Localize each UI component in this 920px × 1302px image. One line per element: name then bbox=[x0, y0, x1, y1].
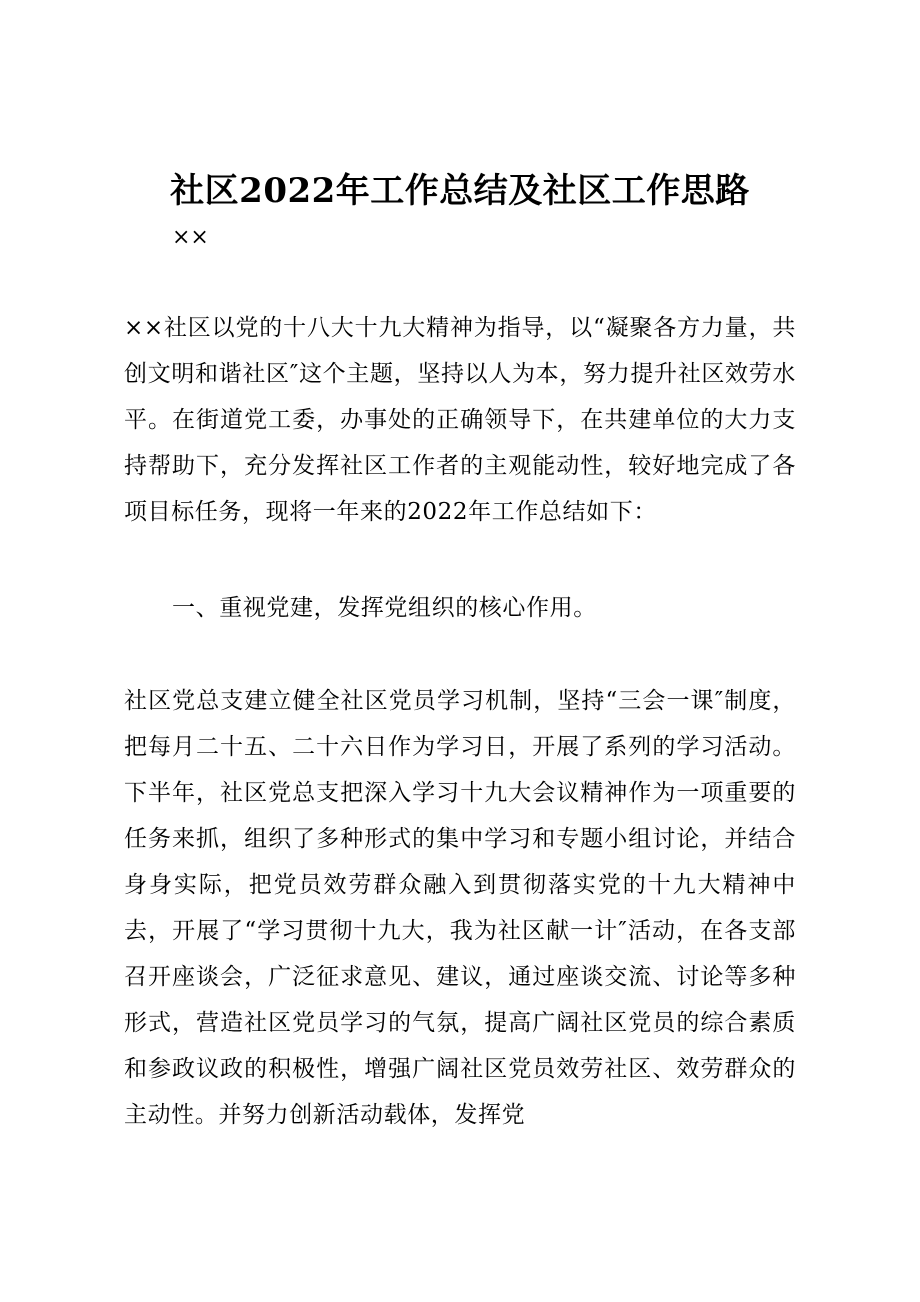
intro-paragraph: ××社区以党的十八大十九大精神为指导，以“凝聚各方力量，共创文明和谐社区″这个主题，坚持以人为本，努力提升社区效劳水平。在街道党工委，办事处的正确领导下，在共建单位的大力支持帮助下，充分发挥社区工作者的主观能动性，较好地完成了各项目标任务，现将一年来的2022年工作总结如下： bbox=[124, 315, 796, 525]
body-paragraph: 社区党总支建立健全社区党员学习机制，坚持“三会一课″制度，把每月二十五、二十六日作为学习日，开展了系列的学习活动。下半年，社区党总支把深入学习十九大会议精神作为一项重要的任务来抓，组织了多种形式的集中学习和专题小组讨论，并结合身身实际，把党员效劳群众融入到贯彻落实党的十九大精神中去，开展了“学习贯彻十九大，我为社区献一计″活动，在各支部召开座谈会，广泛征求意见、建议，通过座谈交流、讨论等多种形式，营造社区党员学习的气氛，提高广阔社区党员的综合素质和参政议政的积极性，增强广阔社区党员效劳社区、效劳群众的主动性。并努力创新活动载体，发挥党 bbox=[124, 688, 796, 1128]
section-heading: 一、重视党建，发挥党组织的核心作用。 bbox=[172, 595, 597, 621]
document-author: ×× bbox=[172, 225, 209, 250]
document-title: 社区2022年工作总结及社区工作思路 bbox=[170, 171, 750, 211]
